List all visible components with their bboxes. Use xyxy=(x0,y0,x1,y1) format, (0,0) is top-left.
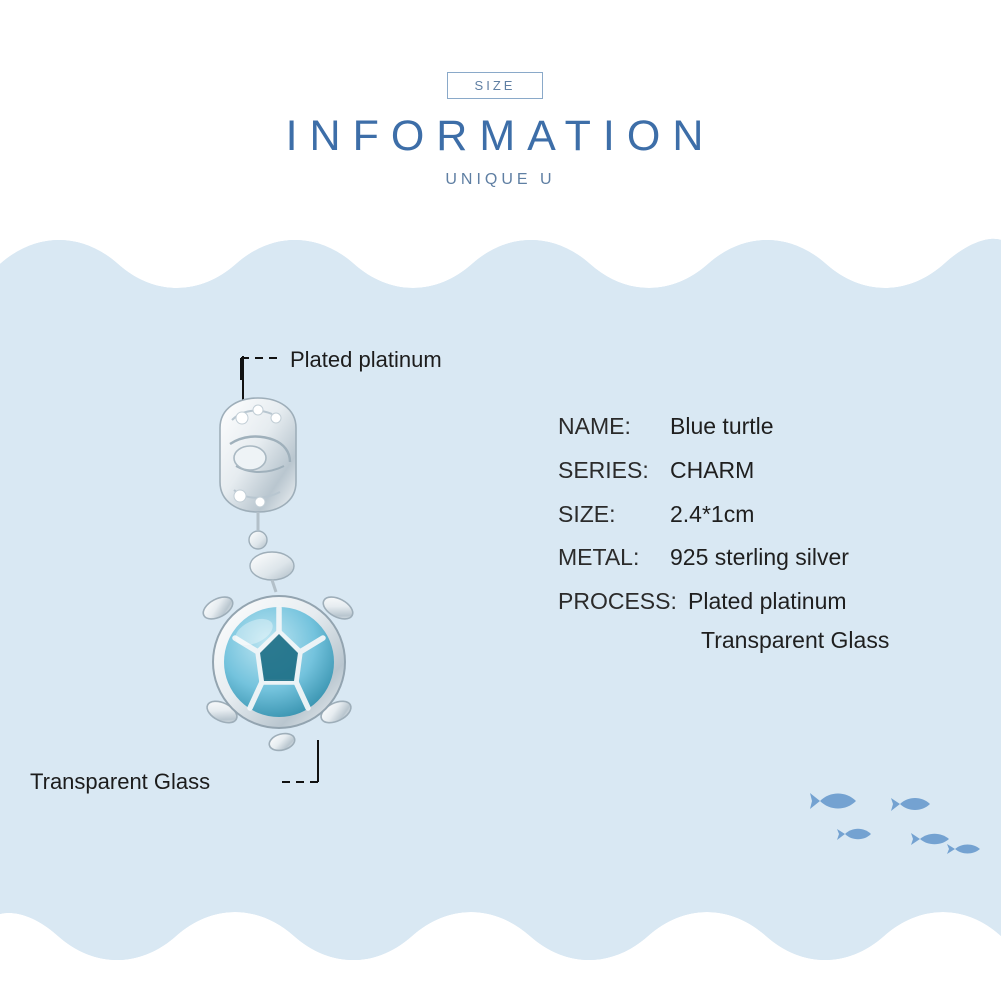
callout-label-plated-platinum: Plated platinum xyxy=(290,347,442,372)
spec-row xyxy=(558,543,978,572)
turtle-pendant xyxy=(200,593,357,754)
spec-label-name: NAME: xyxy=(558,413,631,439)
spec-label-size: SIZE: xyxy=(558,500,616,527)
spec-value-size: 2.4*1cm xyxy=(670,500,755,527)
spec-list xyxy=(558,412,978,654)
spec-row xyxy=(558,412,978,441)
callout-label-transparent-glass: Transparent Glass xyxy=(30,769,211,794)
spec-row xyxy=(558,456,978,485)
product-image-blue-turtle-charm xyxy=(180,370,400,800)
spec-row xyxy=(558,587,978,616)
spec-row xyxy=(558,500,978,529)
spec-label-series: SERIES: xyxy=(558,456,649,483)
page-title: INFORMATION xyxy=(285,112,716,160)
charm-connector xyxy=(249,512,294,592)
size-badge: SIZE xyxy=(447,72,543,99)
spec-label-metal: METAL: xyxy=(558,544,640,571)
spec-value-process: Plated platinum xyxy=(688,588,847,614)
page-subtitle: UNIQUE U xyxy=(445,171,556,188)
spec-value-process-second-line: Transparent Glass xyxy=(701,626,890,653)
spec-value-name: Blue turtle xyxy=(670,413,774,439)
spec-value-metal: 925 sterling silver xyxy=(670,544,849,571)
spec-value-series: CHARM xyxy=(670,456,755,483)
charm-bead xyxy=(220,398,296,512)
page-header xyxy=(0,0,1001,240)
spec-label-process: PROCESS: xyxy=(558,588,677,614)
